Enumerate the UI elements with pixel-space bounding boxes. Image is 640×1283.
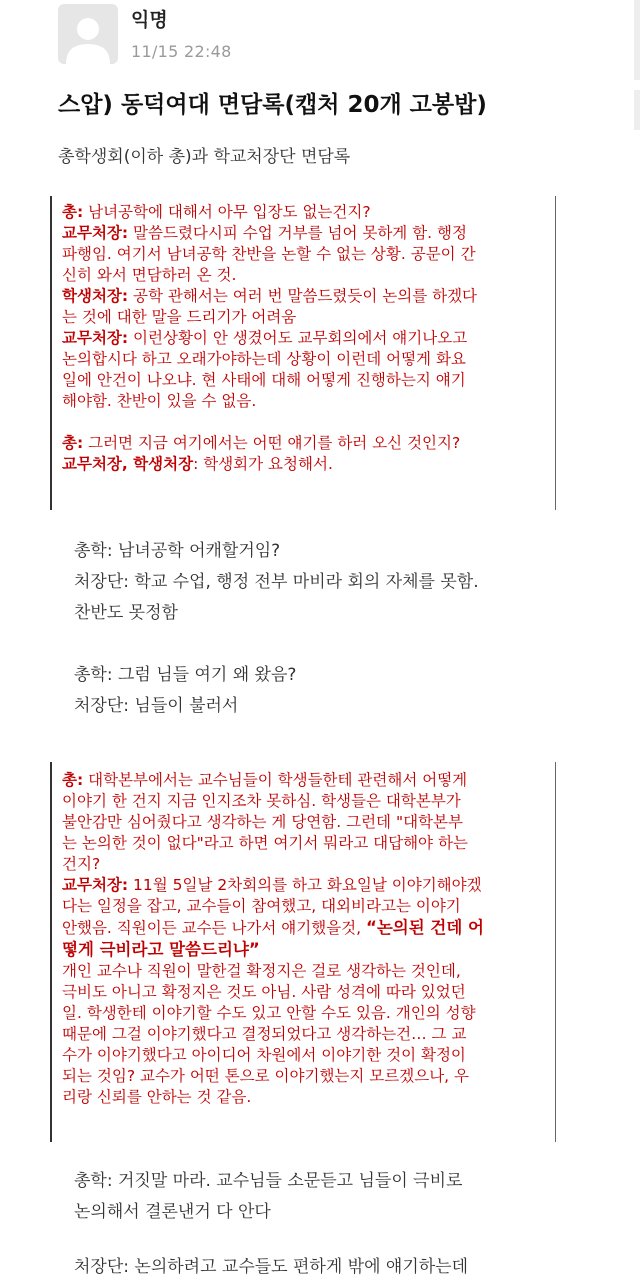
- quote-line: [62, 1066, 549, 1087]
- quote-line: [62, 370, 549, 391]
- quote-line: [62, 244, 549, 265]
- quote-line: [62, 854, 549, 875]
- quote-text: 그러면 지금 여기에서는 어떤 얘기를 하러 오신 것인지?: [83, 434, 461, 452]
- speaker-label: 교무처장:: [62, 329, 129, 347]
- quote-text: 수가 이야기했다고 아이디어 차원에서 이야기한 것이 확정이: [62, 1046, 466, 1064]
- quote-text: 대학본부에서는 교수님들이 학생들한테 관련해서 어떻게: [83, 771, 468, 789]
- quote-text: 이런상황이 안 생겼어도 교무회의에서 얘기나오고: [128, 329, 468, 347]
- quote-line: [62, 833, 549, 854]
- speaker-label: 총:: [62, 203, 84, 221]
- speaker-label: 교무처장:: [62, 876, 129, 894]
- quote-line: [62, 391, 549, 412]
- quote-text: 신히 와서 면담하러 온 것.: [62, 266, 237, 284]
- summary-line: 총학: 남녀공학 어캐할거임?: [74, 541, 281, 561]
- quote-text: 되는 것임? 교수가 어떤 톤으로 이야기했는지 모르겠으나, 우: [62, 1067, 469, 1085]
- quote-text: 개인 교수나 직원이 말한걸 확정지은 걸로 생각하는 것인데,: [62, 962, 461, 980]
- quote-line: [62, 1003, 549, 1024]
- quote-text: 때문에 그걸 이야기했다고 결정되었다고 생각하는건… 그 교: [62, 1025, 467, 1043]
- summary-line: 처장단: 학교 수업, 행정 전부 마비라 회의 자체를 못함.: [74, 572, 479, 592]
- quote-text: 리랑 신뢰를 안하는 것 같음.: [62, 1088, 252, 1106]
- scroll-edge-top: [634, 0, 640, 80]
- quote-text: 11월 5일날 2차회의를 하고 화요일날 이야기해야겠: [128, 876, 482, 894]
- quote-line: [62, 939, 549, 961]
- summary-block-3: [74, 1252, 468, 1283]
- quote-line: [62, 875, 549, 896]
- summary-line: 찬반도 못정함: [74, 603, 178, 623]
- summary-line: 총학: 거짓말 마라. 교수님들 소문듣고 님들이 극비로: [74, 1171, 463, 1191]
- post-subtitle: 총학생회(이하 총)과 학교처장단 면담록: [58, 147, 351, 167]
- quote-block-2: [50, 762, 556, 1142]
- avatar: [58, 4, 118, 64]
- quote-text: 안했음. 직원이든 교수든 나가서 얘기했을것,: [62, 919, 367, 937]
- quote-line: [62, 896, 549, 917]
- quote-line: [62, 223, 549, 244]
- quote-line: [62, 307, 549, 328]
- quote-line: [62, 1045, 549, 1066]
- quote-line: [62, 349, 549, 370]
- quote-text: 파행임. 여기서 남녀공학 찬반을 논할 수 없는 상황. 공문이 간: [62, 245, 476, 263]
- summary-line: [74, 629, 479, 660]
- default-user-icon: [58, 4, 118, 64]
- quote-line: [62, 917, 549, 939]
- quote-block-1: [50, 196, 556, 510]
- speaker-label: 교무처장:: [62, 224, 129, 242]
- speaker-label: 총:: [62, 771, 84, 789]
- post-datetime: 11/15 22:48: [131, 42, 232, 61]
- summary-block-1: [74, 536, 479, 722]
- speaker-label: 학생처장:: [62, 287, 129, 305]
- quote-line: [62, 791, 549, 812]
- quote-text: 건지?: [62, 855, 101, 873]
- quote-text: 일. 학생한테 이야기할 수도 있고 안할 수도 있음. 개인의 성향: [62, 1004, 476, 1022]
- summary-line: 총학: 그럼 님들 여기 왜 왔음?: [74, 665, 297, 685]
- speaker-label: 교무처장, 학생처장: [62, 455, 194, 473]
- quote-text: 극비도 아니고 확정지은 것도 아님. 사람 성격에 따라 있었던: [62, 983, 466, 1001]
- quote-text: 공학 관해서는 여러 번 말씀드렸듯이 논의를 하겠다: [128, 287, 478, 305]
- quote-text: 남녀공학에 대해서 아무 입장도 없는건지?: [83, 203, 371, 221]
- quote-line: [62, 1087, 549, 1108]
- quote-text: 다는 일정을 잡고, 교수들이 참여했고, 대외비라고는 이야기: [62, 897, 461, 915]
- quote-line: [62, 454, 549, 475]
- quote-line: [62, 328, 549, 349]
- quote-text: 불안감만 심어줬다고 생각하는 게 당연함. 그런데 "대학본부: [62, 813, 463, 831]
- post-title: 스압) 동덕여대 면담록(캡처 20개 고봉밥): [58, 92, 487, 118]
- quote-line: [62, 982, 549, 1003]
- quote-line: [62, 770, 549, 791]
- quote-text: 해야함. 찬반이 있을 수 없음.: [62, 392, 257, 410]
- quote-line: [62, 812, 549, 833]
- quote-line: [62, 1024, 549, 1045]
- quote-text: 는 것에 대한 말을 드리기가 어려움: [62, 308, 297, 326]
- summary-line: 논의해서 결론낸거 다 안다: [74, 1202, 271, 1222]
- quote-text: 는 논의한 것이 없다"라고 하면 여기서 뭐라고 대답해야 하는: [62, 834, 468, 852]
- quote-text: : 학생회가 요청해서.: [193, 455, 333, 473]
- summary-line: 처장단: 논의하려고 교수들도 편하게 밖에 얘기하는데: [74, 1257, 469, 1277]
- quote-line: [62, 433, 549, 454]
- emphasized-text: “논의된 건데 어: [366, 918, 484, 937]
- summary-line: 처장단: 님들이 불러서: [74, 696, 239, 716]
- author-name: 익명: [131, 9, 168, 31]
- quote-line: [62, 961, 549, 982]
- quote-line: [62, 202, 549, 223]
- quote-line: [62, 265, 549, 286]
- summary-block-2: [74, 1166, 462, 1228]
- quote-text: 이야기 한 건지 지금 인지조차 못하심. 학생들은 대학본부가: [62, 792, 461, 810]
- quote-text: 논의합시다 하고 오래가야하는데 상황이 이런데 어떻게 화요: [62, 350, 466, 368]
- quote-line: [62, 286, 549, 307]
- quote-text: 말씀드렸다시피 수업 거부를 넘어 못하게 함. 행정: [128, 224, 467, 242]
- speaker-label: 총:: [62, 434, 84, 452]
- emphasized-text: 떻게 극비라고 말씀드리냐”: [62, 940, 260, 959]
- quote-text: 일에 안건이 나오냐. 현 사태에 대해 어떻게 진행하는지 얘기: [62, 371, 466, 389]
- scroll-edge-mid: [634, 90, 640, 130]
